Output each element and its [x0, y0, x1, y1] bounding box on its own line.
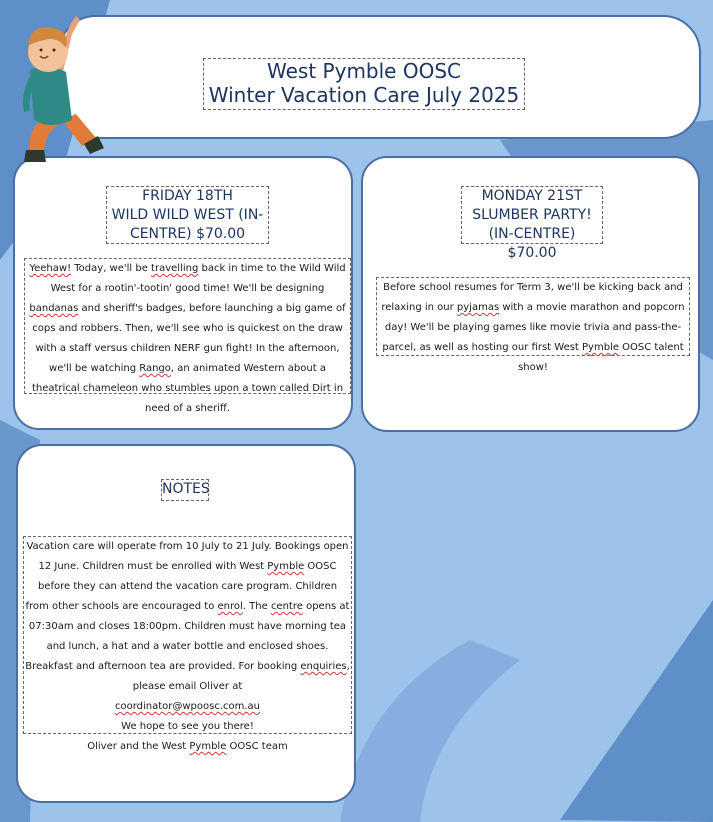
text-run: Today, we'll be [71, 263, 152, 274]
notes-description [23, 536, 352, 752]
monday-heading [461, 186, 603, 261]
text-run: OOSC team [226, 741, 288, 752]
text-run: . The [242, 601, 271, 612]
text-run: opens at 07:30am and closes 18:00pm. Children must have morning tea and lunch, a hat and a water bottle and enclosed shoes. Breakfast and afternoon tea are provided. For booking [25, 601, 350, 672]
text-run: and sheriff's badges, before launching a big game of cops and robbers. Then, we'll see who is quickest on the draw with a staff versus children NERF gun fight! In the afternoon, we'll be watching [32, 303, 346, 374]
text-run: , please email Oliver at [132, 661, 350, 692]
spell-word: Pymble [582, 342, 619, 353]
notes-heading-text: NOTES [162, 481, 210, 497]
friday-description [24, 258, 351, 414]
text-run: OOSC before they can attend the vacation care program. Children from other schools are encouraged to [25, 561, 338, 612]
spell-word: pyjamas [456, 302, 500, 313]
waving-child-illustration [0, 0, 130, 180]
email-address: coordinator@wpoosc.com.au [114, 701, 261, 712]
text-run: back in time to the Wild Wild West for a rootin'-tootin' good time! We'll be designing [50, 263, 346, 294]
monday-heading-line: SLUMBER PARTY! [472, 207, 592, 223]
spell-word: enrol [217, 601, 243, 612]
spell-word: travelling [151, 263, 199, 274]
text-run: OOSC talent show! [518, 342, 684, 373]
closing-line: We hope to see you there! [121, 721, 254, 732]
title-box [203, 58, 525, 110]
page-subtitle [204, 83, 524, 107]
monday-description [376, 277, 690, 373]
text-run: Before school resumes for Term 3, we'll be kicking back and relaxing in our [381, 282, 683, 313]
spell-word: Rango [139, 363, 171, 374]
spell-word: bandanas [29, 303, 79, 314]
friday-heading [106, 186, 269, 244]
text-run: Vacation care will operate from 10 July to 21 July. Bookings open 12 June. Children must be enrolled with West [26, 541, 349, 572]
spell-word: Yeehaw! [29, 263, 72, 274]
spell-word: enquiries [300, 661, 347, 672]
spell-word: Pymble [189, 741, 227, 752]
text-run: Oliver and the West [87, 741, 190, 752]
notes-card [16, 444, 356, 803]
subtitle-text: Winter Vacation Care July 2025 [208, 83, 520, 107]
page-title: West Pymble OOSC [267, 59, 461, 83]
friday-heading-line: WILD WILD WEST (IN- [111, 207, 264, 223]
title-card [58, 15, 701, 139]
monday-card [361, 156, 700, 432]
text-run: with a movie marathon and popcorn day! We'll be playing games like movie trivia and pass-the-parcel, as well as hosting our first West [382, 302, 685, 353]
text-run: , an animated Western about a theatrical chameleon who stumbles upon a town called Dirt in need of a sheriff. [31, 363, 344, 414]
spell-word: Pymble [267, 561, 305, 572]
monday-heading-line: (IN-CENTRE) $70.00 [488, 226, 576, 261]
spell-word: centre [270, 601, 303, 612]
notes-heading [161, 479, 209, 501]
monday-heading-line: MONDAY 21ST [481, 188, 583, 204]
friday-heading-line: FRIDAY 18TH [142, 188, 233, 204]
friday-card [13, 156, 353, 430]
friday-heading-line: CENTRE) $70.00 [129, 226, 246, 242]
